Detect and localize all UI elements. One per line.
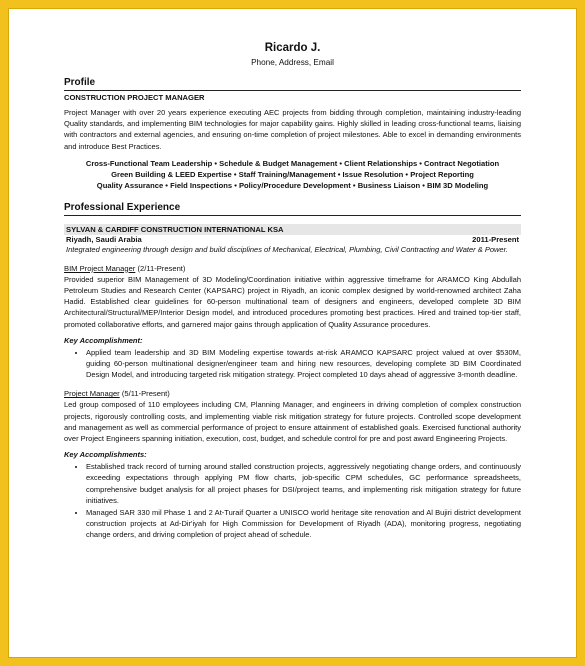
profile-divider bbox=[64, 90, 521, 91]
accomplishment-item: • Managed SAR 330 mil Phase 1 and 2 At-Turaif Quarter a UNISCO world heritage site renovation and Al Bujiri district development construction projects at Ad-Dir'iyah for High Commission for Development of Riyadh (ADA), monitoring progress, negotiating change orders, and driving completion of project ahead of schedule. bbox=[86, 507, 521, 541]
accomplishment-list bbox=[64, 347, 521, 381]
company-name: SYLVAN & CARDIFF CONSTRUCTION INTERNATIONAL KSA bbox=[64, 224, 521, 235]
experience-heading: Professional Experience bbox=[64, 201, 181, 213]
job-title: Project Manager bbox=[64, 389, 120, 399]
contact-line: Phone, Address, Email bbox=[251, 58, 334, 67]
skills-line: Cross-Functional Team Leadership • Schedule & Budget Management • Client Relationships • Contract Negotiation bbox=[85, 158, 500, 168]
resume-page bbox=[8, 8, 577, 658]
job-title: BIM Project Manager bbox=[64, 263, 136, 273]
profile-heading: Profile bbox=[64, 77, 96, 88]
skills-line: Green Building & LEED Expertise • Staff Training/Management • Issue Resolution • Project Reporting bbox=[111, 170, 474, 180]
key-accomplishment-label: Key Accomplishments: bbox=[64, 450, 147, 460]
company-dates: 2011-Present bbox=[472, 234, 519, 244]
profile-role: CONSTRUCTION PROJECT MANAGER bbox=[64, 93, 205, 102]
skills-line: Quality Assurance • Field Inspections • Policy/Procedure Development • Business Liaison • BIM 3D Modeling bbox=[96, 181, 489, 191]
company-description: Integrated engineering through design and build disciplines of Mechanical, Electrical, Plumbing, Civil Contracting and Water & Power. bbox=[66, 244, 508, 254]
job-description: Led group composed of 110 employees including CM, Planning Manager, and engineers in driving completion of complex construction projects, rigorously controlling costs, and implementing viable risk mitigation strategy for future projects. Controlled scope development and management as well as commercial performance of project to ensure attainment of established goals. Exercised functional authority over Project Engineers spanning initiation, execution, cost, budget, and schedule control for pre and post award Engineering Projects. bbox=[64, 400, 521, 443]
resume-content bbox=[64, 42, 521, 542]
job-period: (5/11-Present) bbox=[121, 389, 170, 399]
profile-summary: Project Manager with over 20 years experience executing AEC projects from bidding through completion, maintaining industry-leading Quality standards, and implementing BIM technologies for major capability gains. Highly skilled in leading cross-functional teams, liaising with contractors and external agencies, and ensuring on-time completion of project milestones. Able to excel in demanding environments and introduce Best Practices. bbox=[64, 108, 521, 151]
job-period: (2/11-Present) bbox=[137, 263, 186, 273]
company-location: Riyadh, Saudi Arabia bbox=[66, 234, 142, 244]
job-title-row bbox=[64, 389, 521, 398]
job-description: Provided superior BIM Management of 3D Modeling/Coordination initiative within aggressive timeframe for ARAMCO King Abdullah Petroleum Studies and Research Center (KAPSARC) project in Riyadh, an iconic complex designed by world-renowned architect Zaha Hadid. Established clear guidelines for 60-person multinational team of designers and engineers, developed complete 3D BIM Architectural/Structural/MEP/Interior Design model, and introduced procedures promoting best practices. Hired and trained top-tier staff, promoted collaborative efforts, and garnered major gains through application of Quality Assurance procedures. bbox=[64, 274, 521, 329]
accomplishment-list bbox=[64, 461, 521, 540]
candidate-name: Ricardo J. bbox=[264, 42, 321, 54]
accomplishment-item: • Established track record of turning around stalled construction projects, aggressively negotiating change orders, and continuously exceeding expectations through applying PM flow charts, job-specific CPM schedules, GC performance spreadsheets, comprehensive budget analysis for all project phases for DSI/project teams, and implementing risk mitigation strategy for future initiatives. bbox=[86, 461, 521, 506]
experience-divider bbox=[64, 215, 521, 216]
company-location-row bbox=[64, 235, 521, 244]
job-title-row bbox=[64, 264, 521, 273]
key-accomplishment-label: Key Accomplishment: bbox=[64, 335, 143, 345]
accomplishment-item: • Applied team leadership and 3D BIM Modeling expertise towards at-risk ARAMCO KAPSARC project valued at over $530M, guiding 60-person multinational designer/engineer team and hiring new resources, developing complete 3D BIM Coordinated Design Model, and introducing targeted risk mitigation strategy. Project completed 10 days ahead of aggressive 3-month deadline. bbox=[86, 347, 521, 381]
skills-block bbox=[64, 158, 521, 192]
